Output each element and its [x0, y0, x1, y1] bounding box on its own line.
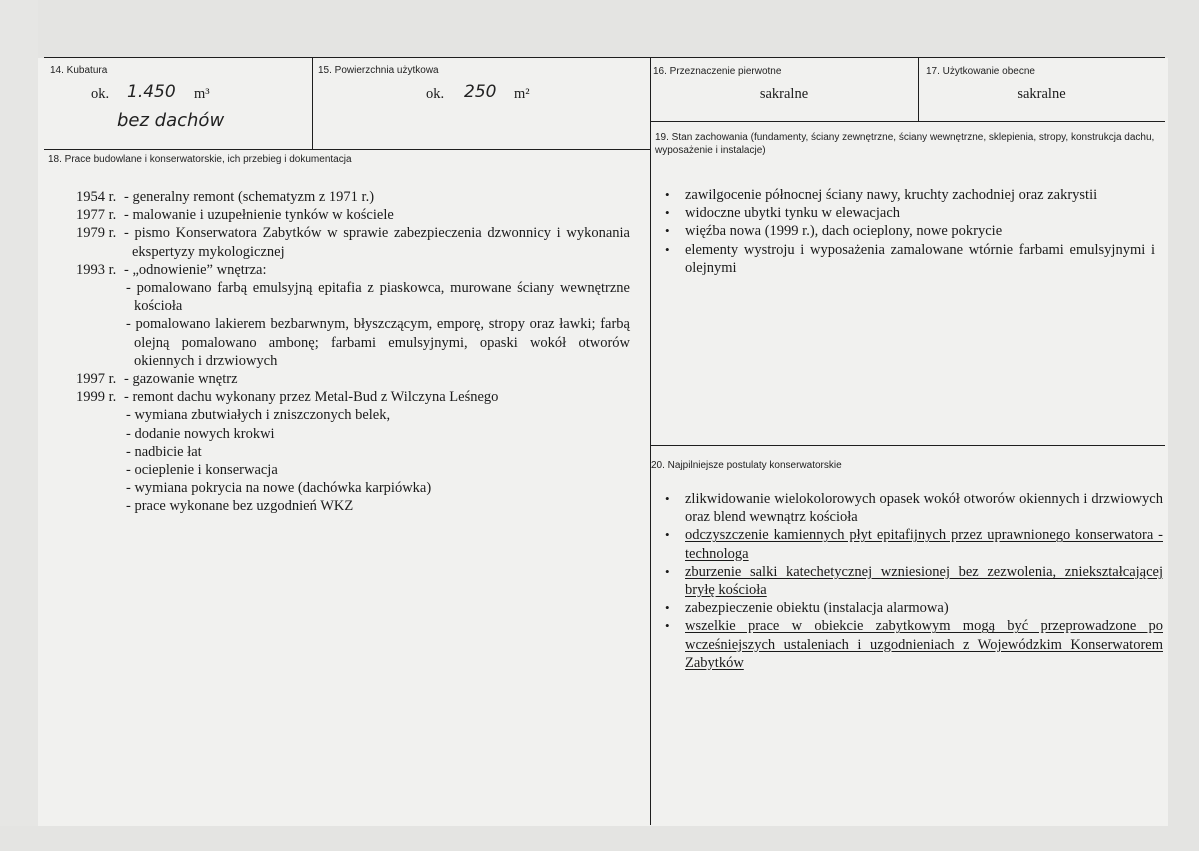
przeznaczenie-value: sakralne — [759, 86, 809, 102]
bullet-icon: • — [665, 563, 670, 579]
history-year: 1977 r. — [76, 207, 117, 224]
list-item: • wszelkie prace w obiekcie zabytkowym mogą być przeprowadzone po wcześniejszych ustaleniach i uzgodnieniach z Wojewódzkim Konserwatorem Zabytków — [665, 618, 1163, 671]
history-year: 1954 r. — [76, 189, 117, 205]
stan-label: 19. Stan zachowania (fundamenty, ściany zewnętrzne, ściany wewnętrzne, sklepienia, stropy, konstrukcja dachu, wyposażenie i instalacje) — [655, 132, 1155, 156]
history-entry — [76, 370, 630, 388]
list-item: • zawilgocenie północnej ściany nawy, kruchty zachodniej oraz zakrystii — [665, 187, 1098, 203]
stan-list — [665, 186, 1155, 277]
postulaty-label: 20. Najpilniejsze postulaty konserwatorskie — [651, 460, 842, 471]
rule-under-14-15 — [44, 149, 650, 150]
history-text: - remont dachu wykonany przez Metal-Bud z Wilczyna Leśnego — [124, 389, 499, 406]
history-entry — [76, 261, 630, 279]
history-subitem: - ocieplenie i konserwacja — [126, 462, 278, 479]
history-entry — [76, 388, 630, 406]
history-text: - generalny remont (schematyzm z 1971 r.) — [124, 189, 375, 205]
history-year: 1979 r. — [76, 225, 117, 242]
uzytkowanie-value: sakralne — [1017, 86, 1066, 102]
history-entry — [76, 206, 630, 224]
prace-history — [76, 188, 630, 516]
powierzchnia-value: 250 — [464, 82, 497, 102]
kubatura-prefix: ok. — [91, 86, 110, 102]
history-subitem: - prace wykonane bez uzgodnień WKZ — [126, 498, 354, 515]
list-item: • zburzenie salki katechetycznej wzniesionej bez zezwolenia, zniekształcającej bryłę kościoła — [665, 563, 1163, 599]
powierzchnia-unit: m² — [514, 86, 530, 102]
history-subitem: - pomalowano farbą emulsyjną epitafia z piaskowca, murowane ściany wewnętrzne kościoła — [126, 280, 630, 315]
powierzchnia-prefix: ok. — [426, 86, 445, 102]
scan-border-left — [0, 0, 38, 851]
list-item: • odczyszczenie kamiennych płyt epitafijnych przez uprawnionego konserwatora - technologa — [665, 527, 1163, 562]
history-entry — [76, 188, 630, 206]
bullet-icon: • — [665, 618, 670, 634]
history-year: 1993 r. — [76, 261, 117, 278]
history-subitem: - pomalowano lakierem bezbarwnym, błyszczącym, emporę, stropy oraz ławki; farbą olejną pomalowano ambonę; farbami emulsyjnymi, opaski wokół otworów okiennych i drzwiowych — [126, 316, 630, 369]
list-item: • zlikwidowanie wielokolorowych opasek wokół otworów okiennych i drzwiowych oraz blend wewnątrz kościoła — [665, 491, 1163, 526]
history-text: - malowanie i uzupełnienie tynków w kościele — [124, 207, 394, 224]
scan-border-right — [1168, 0, 1199, 851]
history-subitem: - nadbicie łat — [126, 443, 202, 460]
history-subitem: - wymiana pokrycia na nowe (dachówka karpiówka) — [126, 480, 432, 497]
divider-14-15 — [312, 57, 313, 149]
center-divider — [650, 57, 651, 825]
prace-label: 18. Prace budowlane i konserwatorskie, ich przebieg i dokumentacja — [48, 154, 352, 165]
kubatura-value: 1.450 — [127, 82, 176, 102]
kubatura-label: 14. Kubatura — [50, 65, 108, 76]
rule-under-16-17 — [650, 121, 1165, 122]
list-item: • więźba nowa (1999 r.), dach ocieplony, nowe pokrycie — [665, 223, 1003, 240]
bullet-icon: • — [665, 491, 670, 506]
history-text: - gazowanie wnętrz — [124, 371, 238, 388]
history-entry — [76, 224, 630, 260]
uzytkowanie-label: 17. Użytkowanie obecne — [926, 66, 1035, 77]
history-year: 1997 r. — [76, 371, 117, 388]
rule-above-20 — [650, 445, 1165, 446]
history-text: - pismo Konserwatora Zabytków w sprawie zabezpieczenia dzwonnicy i wykonania ekspertyzy mykologicznej — [124, 225, 630, 260]
bullet-icon: • — [665, 187, 670, 202]
kubatura-note: bez dachów — [117, 110, 225, 131]
bullet-icon: • — [665, 223, 670, 239]
list-item: • widoczne ubytki tynku w elewacjach — [665, 205, 901, 222]
bullet-icon: • — [665, 600, 670, 616]
przeznaczenie-label: 16. Przeznaczenie pierwotne — [653, 66, 782, 77]
bullet-icon: • — [665, 241, 670, 257]
postulaty-list — [665, 490, 1163, 672]
scan-border-bottom — [0, 826, 1199, 851]
bullet-icon: • — [665, 527, 670, 543]
list-item: • elementy wystroju i wyposażenia zamalowane wtórnie farbami emulsyjnymi i olejnymi — [665, 241, 1155, 276]
top-rule — [44, 57, 1165, 58]
history-subitem: - wymiana zbutwiałych i zniszczonych belek, — [126, 407, 391, 424]
history-text: - „odnowienie” wnętrza: — [124, 261, 267, 278]
history-subitem: - dodanie nowych krokwi — [126, 425, 275, 442]
kubatura-unit: m³ — [194, 86, 210, 102]
list-item: • zabezpieczenie obiektu (instalacja alarmowa) — [665, 600, 949, 617]
bullet-icon: • — [665, 205, 670, 221]
powierzchnia-label: 15. Powierzchnia użytkowa — [318, 65, 439, 76]
scan-border-top — [0, 0, 1199, 58]
history-year: 1999 r. — [76, 389, 117, 406]
